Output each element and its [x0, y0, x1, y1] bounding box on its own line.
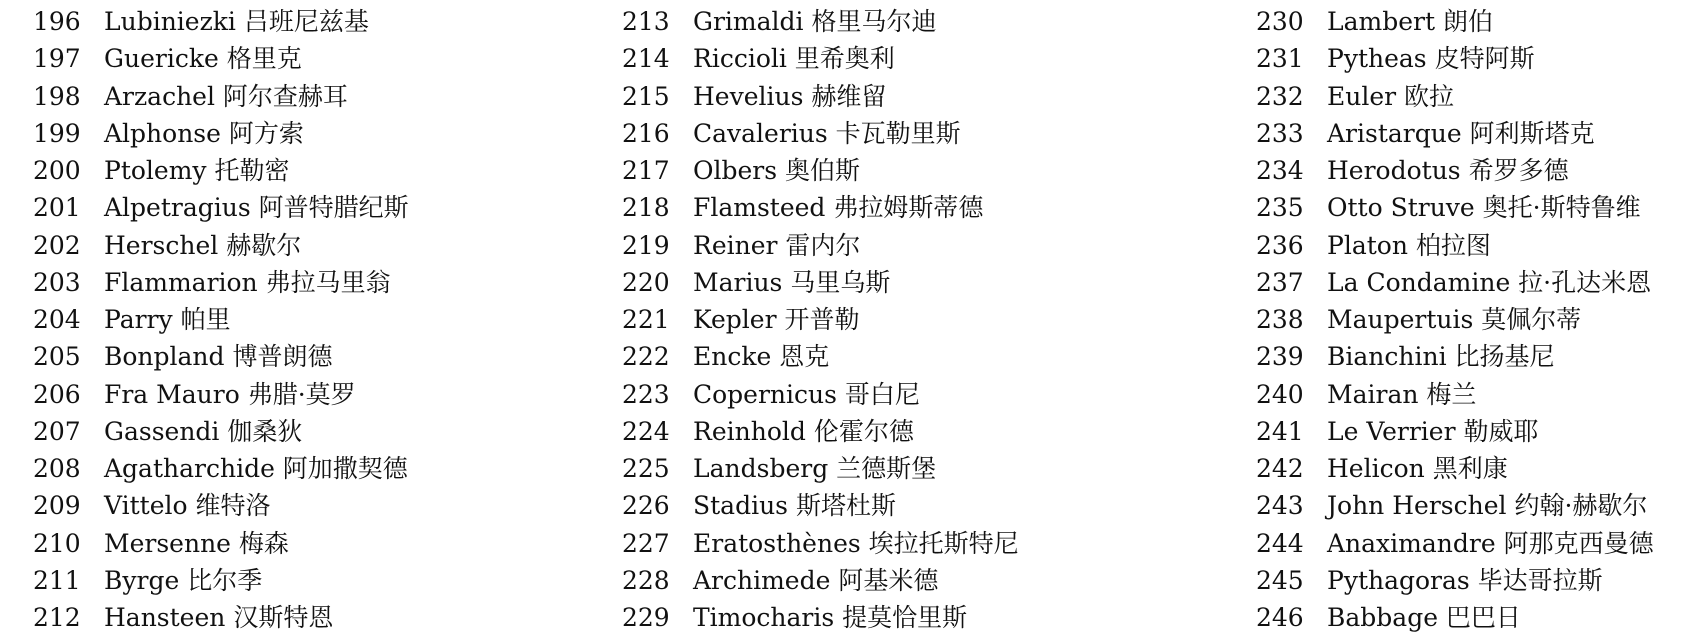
entry-number: 242: [1256, 454, 1304, 483]
entry-number: 221: [622, 305, 670, 334]
entry-number: 225: [622, 454, 670, 483]
entry-number: 240: [1256, 379, 1304, 409]
list-item: [1256, 40, 1654, 77]
list-column-3: [1256, 3, 1654, 636]
entry-name: Bonpland 博普朗德: [104, 342, 333, 372]
entry-name: Aristarque 阿利斯塔克: [1327, 118, 1595, 148]
list-item: [622, 115, 1019, 152]
entry-number: 244: [1256, 528, 1304, 558]
entry-number: 198: [33, 81, 81, 111]
list-item: [622, 40, 1019, 77]
list-item: [622, 562, 1019, 599]
entry-name: Riccioli 里希奥利: [693, 44, 895, 74]
entry-name: Lambert 朗伯: [1327, 7, 1493, 36]
list-item: [33, 78, 409, 115]
entry-name: Flammarion 弗拉马里翁: [104, 267, 391, 297]
list-item: [622, 301, 1019, 338]
entry-number: 214: [622, 44, 670, 74]
entry-number: 235: [1256, 193, 1304, 223]
list-item: [33, 40, 409, 77]
list-item: [1256, 376, 1654, 413]
list-item: [1256, 562, 1654, 599]
entry-name: Herodotus 希罗多德: [1327, 156, 1569, 185]
entry-name: Lubiniezki 吕班尼兹基: [104, 7, 369, 36]
entry-name: Babbage 巴巴日: [1327, 603, 1521, 632]
entry-name: Gassendi 伽桑狄: [104, 416, 303, 446]
entry-number: 219: [622, 230, 670, 260]
list-item: [1256, 3, 1654, 40]
list-item: [33, 450, 409, 487]
entry-name: Stadius 斯塔杜斯: [693, 491, 896, 521]
entry-name: Copernicus 哥白尼: [693, 379, 920, 409]
entry-number: 205: [33, 342, 81, 372]
entry-number: 226: [622, 491, 670, 521]
entry-name: Grimaldi 格里马尔迪: [693, 7, 937, 36]
entry-name: Hevelius 赫维留: [693, 81, 887, 111]
list-item: [1256, 413, 1654, 450]
entry-number: 209: [33, 491, 81, 521]
list-item: [33, 115, 409, 152]
list-item: [622, 189, 1019, 226]
entry-number: 229: [622, 603, 670, 632]
entry-number: 239: [1256, 342, 1304, 372]
list-item: [33, 301, 409, 338]
entry-number: 236: [1256, 230, 1304, 260]
entry-number: 206: [33, 379, 81, 409]
entry-number: 201: [33, 193, 81, 223]
entry-number: 217: [622, 156, 670, 185]
entry-name: Euler 欧拉: [1327, 81, 1455, 111]
list-item: [622, 599, 1019, 636]
entry-name: Ptolemy 托勒密: [104, 156, 290, 185]
entry-number: 197: [33, 44, 81, 74]
list-item: [1256, 78, 1654, 115]
list-item: [622, 152, 1019, 189]
entry-number: 230: [1256, 7, 1304, 36]
list-item: [622, 376, 1019, 413]
entry-name: Timocharis 提莫恰里斯: [693, 603, 968, 632]
list-item: [1256, 301, 1654, 338]
entry-name: John Herschel 约翰·赫歇尔: [1327, 491, 1648, 521]
entry-name: Kepler 开普勒: [693, 305, 860, 334]
entry-number: 241: [1256, 416, 1304, 446]
list-item: [622, 3, 1019, 40]
entry-name: Agatharchide 阿加撒契德: [104, 454, 408, 483]
entry-number: 220: [622, 267, 670, 297]
entry-name: Mairan 梅兰: [1327, 379, 1477, 409]
list-item: [33, 376, 409, 413]
entry-name: La Condamine 拉·孔达米恩: [1327, 267, 1652, 297]
entry-name: Marius 马里乌斯: [693, 267, 891, 297]
entry-number: 233: [1256, 118, 1304, 148]
list-item: [33, 152, 409, 189]
entry-number: 245: [1256, 565, 1304, 595]
entry-name: Alpetragius 阿普特腊纪斯: [104, 193, 409, 223]
entry-number: 210: [33, 528, 81, 558]
list-item: [1256, 525, 1654, 562]
list-item: [622, 413, 1019, 450]
entry-name: Olbers 奥伯斯: [693, 156, 861, 185]
entry-name: Anaximandre 阿那克西曼德: [1327, 528, 1654, 558]
entry-number: 199: [33, 118, 81, 148]
entry-number: 203: [33, 267, 81, 297]
entry-number: 207: [33, 416, 81, 446]
list-item: [622, 78, 1019, 115]
entry-name: Archimede 阿基米德: [693, 565, 939, 595]
list-item: [33, 3, 409, 40]
list-column-1: [33, 3, 409, 636]
list-item: [33, 264, 409, 301]
entry-name: Eratosthènes 埃拉托斯特尼: [693, 528, 1019, 558]
entry-number: 212: [33, 603, 81, 632]
list-item: [1256, 227, 1654, 264]
entry-number: 200: [33, 156, 81, 185]
list-item: [1256, 189, 1654, 226]
entry-number: 231: [1256, 44, 1304, 74]
entry-name: Otto Struve 奥托·斯特鲁维: [1327, 193, 1641, 223]
list-item: [1256, 264, 1654, 301]
entry-name: Encke 恩克: [693, 342, 830, 372]
entry-number: 234: [1256, 156, 1304, 185]
list-item: [33, 487, 409, 524]
list-item: [1256, 115, 1654, 152]
entry-name: Flamsteed 弗拉姆斯蒂德: [693, 193, 984, 223]
list-item: [33, 599, 409, 636]
list-item: [33, 189, 409, 226]
entry-name: Cavalerius 卡瓦勒里斯: [693, 118, 961, 148]
entry-number: 208: [33, 454, 81, 483]
entry-name: Alphonse 阿方索: [104, 118, 304, 148]
entry-number: 232: [1256, 81, 1304, 111]
entry-number: 246: [1256, 603, 1304, 632]
entry-name: Landsberg 兰德斯堡: [693, 454, 937, 483]
list-item: [33, 562, 409, 599]
entry-name: Guericke 格里克: [104, 44, 302, 74]
list-item: [1256, 487, 1654, 524]
list-item: [33, 525, 409, 562]
list-item: [1256, 599, 1654, 636]
entry-number: 213: [622, 7, 670, 36]
entry-number: 202: [33, 230, 81, 260]
entry-number: 218: [622, 193, 670, 223]
list-item: [33, 338, 409, 375]
list-column-2: [622, 3, 1019, 636]
entry-number: 237: [1256, 267, 1304, 297]
entry-name: Fra Mauro 弗腊·莫罗: [104, 379, 356, 409]
entry-number: 222: [622, 342, 670, 372]
entry-name: Herschel 赫歇尔: [104, 230, 302, 260]
entry-name: Le Verrier 勒威耶: [1327, 416, 1539, 446]
list-item: [1256, 338, 1654, 375]
entry-name: Hansteen 汉斯特恩: [104, 603, 334, 632]
entry-number: 243: [1256, 491, 1304, 521]
entry-name: Pytheas 皮特阿斯: [1327, 44, 1535, 74]
entry-number: 223: [622, 379, 670, 409]
entry-number: 216: [622, 118, 670, 148]
entry-number: 238: [1256, 305, 1304, 334]
entry-name: Maupertuis 莫佩尔蒂: [1327, 305, 1582, 334]
entry-name: Pythagoras 毕达哥拉斯: [1327, 565, 1603, 595]
entry-number: 224: [622, 416, 670, 446]
list-item: [1256, 450, 1654, 487]
list-item: [622, 338, 1019, 375]
list-item: [622, 450, 1019, 487]
list-item: [622, 525, 1019, 562]
entry-number: 204: [33, 305, 81, 334]
list-item: [622, 227, 1019, 264]
entry-name: Platon 柏拉图: [1327, 230, 1491, 260]
list-item: [622, 487, 1019, 524]
entry-number: 196: [33, 7, 81, 36]
entry-name: Byrge 比尔季: [104, 565, 263, 595]
entry-name: Arzachel 阿尔查赫耳: [104, 81, 348, 111]
entry-number: 215: [622, 81, 670, 111]
entry-number: 228: [622, 565, 670, 595]
entry-name: Reiner 雷内尔: [693, 230, 861, 260]
entry-name: Reinhold 伦霍尔德: [693, 416, 914, 446]
entry-name: Parry 帕里: [104, 305, 231, 334]
entry-name: Bianchini 比扬基尼: [1327, 342, 1555, 372]
list-item: [1256, 152, 1654, 189]
entry-name: Mersenne 梅森: [104, 528, 289, 558]
entry-name: Helicon 黑利康: [1327, 454, 1508, 483]
entry-number: 227: [622, 528, 670, 558]
list-item: [33, 227, 409, 264]
entry-name: Vittelo 维特洛: [104, 491, 271, 521]
list-item: [622, 264, 1019, 301]
list-item: [33, 413, 409, 450]
entry-number: 211: [33, 565, 81, 595]
